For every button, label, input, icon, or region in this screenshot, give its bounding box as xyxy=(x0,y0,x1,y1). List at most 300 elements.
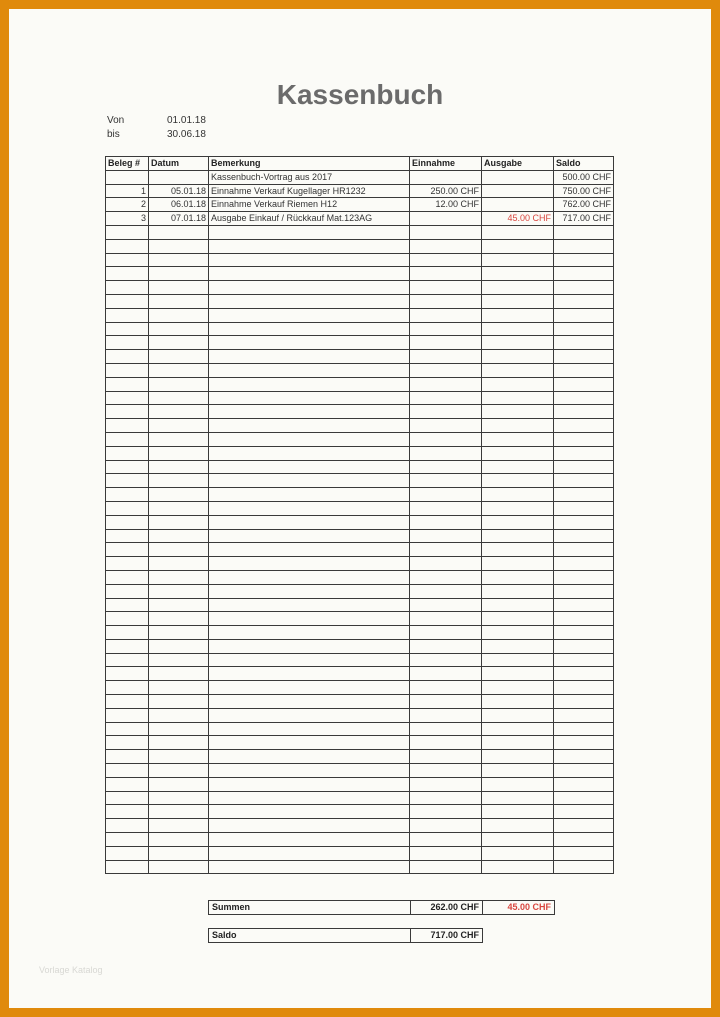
cell-beleg: 1 xyxy=(106,184,149,198)
empty-cell xyxy=(209,805,410,819)
empty-cell xyxy=(554,515,614,529)
empty-cell xyxy=(482,626,554,640)
empty-cell xyxy=(149,750,209,764)
table-row xyxy=(106,184,614,198)
empty-cell xyxy=(554,653,614,667)
empty-cell xyxy=(149,529,209,543)
empty-cell xyxy=(554,626,614,640)
empty-cell xyxy=(410,377,482,391)
empty-cell xyxy=(149,736,209,750)
empty-cell xyxy=(106,543,149,557)
empty-cell xyxy=(482,350,554,364)
empty-cell xyxy=(106,681,149,695)
empty-cell xyxy=(410,253,482,267)
empty-cell xyxy=(149,819,209,833)
cell-bemerkung: Einnahme Verkauf Riemen H12 xyxy=(209,198,410,212)
table-row-empty xyxy=(106,363,614,377)
header-datum: Datum xyxy=(149,157,209,171)
empty-cell xyxy=(410,391,482,405)
cell-einnahme: 12.00 CHF xyxy=(410,198,482,212)
cell-datum xyxy=(149,170,209,184)
empty-cell xyxy=(482,239,554,253)
header-einnahme: Einnahme xyxy=(410,157,482,171)
empty-cell xyxy=(554,488,614,502)
empty-cell xyxy=(554,253,614,267)
empty-cell xyxy=(106,722,149,736)
empty-cell xyxy=(209,350,410,364)
empty-cell xyxy=(149,377,209,391)
empty-cell xyxy=(482,488,554,502)
empty-cell xyxy=(209,253,410,267)
empty-cell xyxy=(482,777,554,791)
empty-cell xyxy=(410,846,482,860)
empty-cell xyxy=(482,308,554,322)
empty-cell xyxy=(554,267,614,281)
empty-cell xyxy=(410,708,482,722)
empty-cell xyxy=(554,695,614,709)
empty-cell xyxy=(554,501,614,515)
table-row-empty xyxy=(106,460,614,474)
empty-cell xyxy=(106,267,149,281)
empty-cell xyxy=(209,764,410,778)
empty-cell xyxy=(106,557,149,571)
empty-cell xyxy=(410,598,482,612)
empty-cell xyxy=(554,777,614,791)
empty-cell xyxy=(410,267,482,281)
table-row-empty xyxy=(106,419,614,433)
empty-cell xyxy=(410,736,482,750)
empty-cell xyxy=(482,612,554,626)
empty-cell xyxy=(209,819,410,833)
empty-cell xyxy=(482,543,554,557)
empty-cell xyxy=(149,501,209,515)
table-row-empty xyxy=(106,322,614,336)
empty-cell xyxy=(106,860,149,874)
empty-cell xyxy=(149,460,209,474)
empty-cell xyxy=(106,846,149,860)
empty-cell xyxy=(209,667,410,681)
empty-cell xyxy=(554,557,614,571)
empty-cell xyxy=(106,777,149,791)
empty-cell xyxy=(106,653,149,667)
table-row-empty xyxy=(106,805,614,819)
empty-cell xyxy=(106,736,149,750)
empty-cell xyxy=(106,336,149,350)
table-row xyxy=(106,212,614,226)
empty-cell xyxy=(106,377,149,391)
table-row-empty xyxy=(106,777,614,791)
empty-cell xyxy=(209,777,410,791)
empty-cell xyxy=(106,474,149,488)
empty-cell xyxy=(209,322,410,336)
empty-cell xyxy=(149,225,209,239)
table-row-empty xyxy=(106,405,614,419)
empty-cell xyxy=(482,639,554,653)
empty-cell xyxy=(149,488,209,502)
empty-cell xyxy=(209,695,410,709)
empty-cell xyxy=(554,598,614,612)
header-bemerkung: Bemerkung xyxy=(209,157,410,171)
empty-cell xyxy=(149,432,209,446)
empty-cell xyxy=(209,681,410,695)
empty-cell xyxy=(482,419,554,433)
empty-cell xyxy=(410,639,482,653)
page-title: Kassenbuch xyxy=(276,79,444,110)
empty-cell xyxy=(209,501,410,515)
empty-cell xyxy=(482,432,554,446)
empty-cell xyxy=(482,846,554,860)
empty-cell xyxy=(149,695,209,709)
table-row-empty xyxy=(106,708,614,722)
empty-cell xyxy=(209,639,410,653)
empty-cell xyxy=(149,336,209,350)
empty-cell xyxy=(410,695,482,709)
empty-cell xyxy=(209,570,410,584)
empty-cell xyxy=(410,294,482,308)
empty-cell xyxy=(410,432,482,446)
table-row xyxy=(106,170,614,184)
table-row-empty xyxy=(106,446,614,460)
empty-cell xyxy=(554,446,614,460)
cell-bemerkung: Einnahme Verkauf Kugellager HR1232 xyxy=(209,184,410,198)
empty-cell xyxy=(149,653,209,667)
empty-cell xyxy=(554,363,614,377)
empty-cell xyxy=(209,612,410,626)
empty-cell xyxy=(209,860,410,874)
empty-cell xyxy=(209,833,410,847)
table-row-empty xyxy=(106,846,614,860)
table-row-empty xyxy=(106,695,614,709)
empty-cell xyxy=(149,764,209,778)
empty-cell xyxy=(106,833,149,847)
empty-cell xyxy=(209,281,410,295)
empty-cell xyxy=(106,626,149,640)
empty-cell xyxy=(554,639,614,653)
empty-cell xyxy=(149,681,209,695)
empty-cell xyxy=(554,529,614,543)
cell-saldo: 750.00 CHF xyxy=(554,184,614,198)
empty-cell xyxy=(149,639,209,653)
header-beleg: Beleg # xyxy=(106,157,149,171)
empty-cell xyxy=(410,488,482,502)
empty-cell xyxy=(106,708,149,722)
empty-cell xyxy=(149,405,209,419)
empty-cell xyxy=(149,708,209,722)
empty-cell xyxy=(554,225,614,239)
empty-cell xyxy=(554,377,614,391)
empty-cell xyxy=(410,322,482,336)
empty-cell xyxy=(149,833,209,847)
table-row-empty xyxy=(106,253,614,267)
empty-cell xyxy=(482,294,554,308)
empty-cell xyxy=(106,350,149,364)
empty-cell xyxy=(149,860,209,874)
period-to-value: 30.06.18 xyxy=(167,129,206,140)
empty-cell xyxy=(482,750,554,764)
empty-cell xyxy=(482,253,554,267)
empty-cell xyxy=(149,626,209,640)
empty-cell xyxy=(209,405,410,419)
empty-cell xyxy=(554,819,614,833)
table-row-empty xyxy=(106,750,614,764)
empty-cell xyxy=(149,543,209,557)
empty-cell xyxy=(209,515,410,529)
table-row-empty xyxy=(106,639,614,653)
empty-cell xyxy=(209,432,410,446)
empty-cell xyxy=(410,515,482,529)
empty-cell xyxy=(209,543,410,557)
empty-cell xyxy=(554,667,614,681)
empty-cell xyxy=(149,253,209,267)
saldo-row xyxy=(209,929,483,943)
table-row-empty xyxy=(106,791,614,805)
table-row-empty xyxy=(106,239,614,253)
empty-cell xyxy=(106,515,149,529)
empty-cell xyxy=(554,833,614,847)
empty-cell xyxy=(149,805,209,819)
table-row-empty xyxy=(106,294,614,308)
empty-cell xyxy=(106,239,149,253)
table-row-empty xyxy=(106,653,614,667)
empty-cell xyxy=(410,501,482,515)
empty-cell xyxy=(410,336,482,350)
table-row-empty xyxy=(106,722,614,736)
table-row-empty xyxy=(106,267,614,281)
empty-cell xyxy=(554,281,614,295)
cell-ausgabe: 45.00 CHF xyxy=(482,212,554,226)
cell-bemerkung: Kassenbuch-Vortrag aus 2017 xyxy=(209,170,410,184)
empty-cell xyxy=(410,557,482,571)
empty-cell xyxy=(482,377,554,391)
empty-cell xyxy=(410,281,482,295)
empty-cell xyxy=(410,363,482,377)
cell-ausgabe xyxy=(482,170,554,184)
empty-cell xyxy=(482,363,554,377)
table-row-empty xyxy=(106,281,614,295)
empty-cell xyxy=(554,239,614,253)
empty-cell xyxy=(410,833,482,847)
empty-cell xyxy=(106,322,149,336)
empty-cell xyxy=(149,722,209,736)
summen-ausgabe: 45.00 CHF xyxy=(483,901,555,915)
empty-cell xyxy=(209,419,410,433)
table-row-empty xyxy=(106,557,614,571)
table-row-empty xyxy=(106,667,614,681)
cell-ausgabe xyxy=(482,184,554,198)
empty-cell xyxy=(209,791,410,805)
empty-cell xyxy=(209,626,410,640)
table-row-empty xyxy=(106,570,614,584)
empty-cell xyxy=(482,322,554,336)
empty-cell xyxy=(209,267,410,281)
cell-saldo: 717.00 CHF xyxy=(554,212,614,226)
empty-cell xyxy=(554,336,614,350)
cell-ausgabe xyxy=(482,198,554,212)
empty-cell xyxy=(410,543,482,557)
empty-cell xyxy=(106,253,149,267)
empty-cell xyxy=(482,474,554,488)
empty-cell xyxy=(554,584,614,598)
empty-cell xyxy=(482,736,554,750)
table-row-empty xyxy=(106,474,614,488)
empty-cell xyxy=(209,460,410,474)
saldo-label: Saldo xyxy=(209,929,411,943)
empty-cell xyxy=(482,819,554,833)
table-row-empty xyxy=(106,626,614,640)
empty-cell xyxy=(482,267,554,281)
empty-cell xyxy=(410,722,482,736)
empty-cell xyxy=(482,446,554,460)
empty-cell xyxy=(209,446,410,460)
empty-cell xyxy=(410,791,482,805)
empty-cell xyxy=(554,419,614,433)
empty-cell xyxy=(149,239,209,253)
empty-cell xyxy=(106,419,149,433)
empty-cell xyxy=(482,570,554,584)
empty-cell xyxy=(106,294,149,308)
empty-cell xyxy=(554,294,614,308)
empty-cell xyxy=(106,225,149,239)
empty-cell xyxy=(106,791,149,805)
saldo-table xyxy=(208,928,483,943)
empty-cell xyxy=(149,667,209,681)
empty-cell xyxy=(106,432,149,446)
saldo-value: 717.00 CHF xyxy=(411,929,483,943)
empty-cell xyxy=(209,557,410,571)
period-to-label: bis xyxy=(107,129,120,140)
empty-cell xyxy=(482,336,554,350)
table-row-empty xyxy=(106,515,614,529)
empty-cell xyxy=(209,846,410,860)
cell-bemerkung: Ausgabe Einkauf / Rückkauf Mat.123AG xyxy=(209,212,410,226)
empty-cell xyxy=(106,667,149,681)
empty-cell xyxy=(554,722,614,736)
empty-cell xyxy=(554,708,614,722)
empty-cell xyxy=(410,225,482,239)
table-row-empty xyxy=(106,501,614,515)
empty-cell xyxy=(554,612,614,626)
empty-cell xyxy=(149,474,209,488)
empty-cell xyxy=(554,460,614,474)
empty-cell xyxy=(410,474,482,488)
empty-cell xyxy=(482,791,554,805)
table-row-empty xyxy=(106,543,614,557)
empty-cell xyxy=(106,695,149,709)
table-row-empty xyxy=(106,819,614,833)
empty-cell xyxy=(149,777,209,791)
empty-cell xyxy=(149,846,209,860)
empty-cell xyxy=(410,626,482,640)
table-row-empty xyxy=(106,598,614,612)
empty-cell xyxy=(209,225,410,239)
empty-cell xyxy=(149,322,209,336)
empty-cell xyxy=(482,764,554,778)
empty-cell xyxy=(482,860,554,874)
empty-cell xyxy=(149,391,209,405)
empty-cell xyxy=(554,681,614,695)
empty-cell xyxy=(410,239,482,253)
empty-cell xyxy=(209,529,410,543)
empty-cell xyxy=(209,308,410,322)
empty-cell xyxy=(106,570,149,584)
empty-cell xyxy=(482,805,554,819)
empty-cell xyxy=(106,805,149,819)
empty-cell xyxy=(106,819,149,833)
empty-cell xyxy=(106,308,149,322)
empty-cell xyxy=(482,584,554,598)
empty-cell xyxy=(482,515,554,529)
summen-einnahme: 262.00 CHF xyxy=(411,901,483,915)
empty-cell xyxy=(410,653,482,667)
cell-saldo: 500.00 CHF xyxy=(554,170,614,184)
period-block xyxy=(107,114,206,142)
empty-cell xyxy=(410,529,482,543)
empty-cell xyxy=(482,460,554,474)
empty-cell xyxy=(209,736,410,750)
empty-cell xyxy=(209,708,410,722)
empty-cell xyxy=(106,281,149,295)
empty-cell xyxy=(554,750,614,764)
empty-cell xyxy=(554,391,614,405)
empty-cell xyxy=(209,336,410,350)
cell-einnahme: 250.00 CHF xyxy=(410,184,482,198)
table-row-empty xyxy=(106,612,614,626)
table-row-empty xyxy=(106,529,614,543)
empty-cell xyxy=(209,488,410,502)
table-row-empty xyxy=(106,584,614,598)
empty-cell xyxy=(482,225,554,239)
header-saldo: Saldo xyxy=(554,157,614,171)
empty-cell xyxy=(554,543,614,557)
empty-cell xyxy=(410,805,482,819)
empty-cell xyxy=(554,432,614,446)
empty-cell xyxy=(149,570,209,584)
empty-cell xyxy=(149,363,209,377)
table-row-empty xyxy=(106,681,614,695)
empty-cell xyxy=(482,833,554,847)
empty-cell xyxy=(410,750,482,764)
empty-cell xyxy=(554,860,614,874)
empty-cell xyxy=(554,474,614,488)
empty-cell xyxy=(209,239,410,253)
table-row-empty xyxy=(106,225,614,239)
empty-cell xyxy=(482,529,554,543)
empty-cell xyxy=(209,474,410,488)
table-row-empty xyxy=(106,833,614,847)
table-row-empty xyxy=(106,350,614,364)
empty-cell xyxy=(410,681,482,695)
table-row xyxy=(106,198,614,212)
cell-beleg: 2 xyxy=(106,198,149,212)
table-row-empty xyxy=(106,391,614,405)
empty-cell xyxy=(149,612,209,626)
empty-cell xyxy=(106,363,149,377)
cell-beleg xyxy=(106,170,149,184)
empty-cell xyxy=(482,281,554,295)
empty-cell xyxy=(106,612,149,626)
empty-cell xyxy=(554,322,614,336)
summen-label: Summen xyxy=(209,901,411,915)
empty-cell xyxy=(106,446,149,460)
empty-cell xyxy=(410,819,482,833)
table-row-empty xyxy=(106,432,614,446)
table-row-empty xyxy=(106,488,614,502)
empty-cell xyxy=(410,405,482,419)
empty-cell xyxy=(209,598,410,612)
period-from-value: 01.01.18 xyxy=(167,115,206,126)
ledger-table xyxy=(105,156,614,874)
cell-einnahme xyxy=(410,212,482,226)
